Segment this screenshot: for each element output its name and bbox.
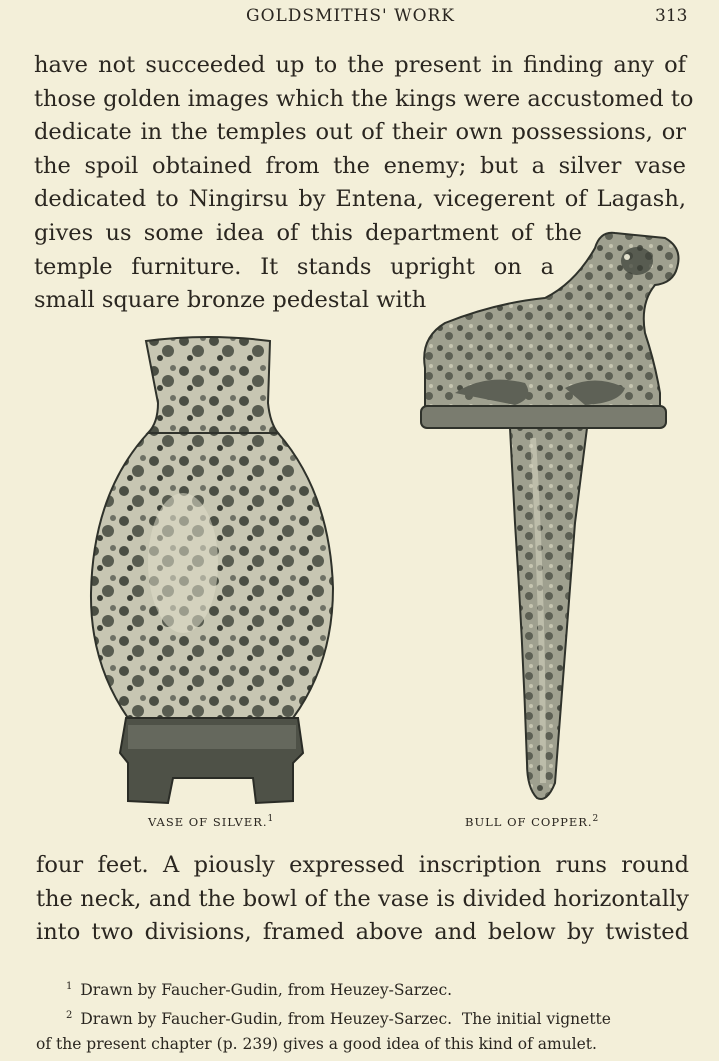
text-line: into two divisions, framed above and below by twisted [36, 919, 689, 945]
vase-caption [148, 814, 274, 829]
text-line: dedicate in the temples out of their own possessions, or [34, 119, 686, 145]
bull-figure [415, 223, 687, 808]
text-line: the spoil obtained from the enemy; but a silver vase [34, 152, 686, 179]
copper-bull-icon [415, 223, 687, 808]
text-line: small square bronze pedestal with [34, 287, 427, 313]
footnote-2 [36, 1003, 691, 1032]
text-line: those golden images which the kings were accustomed to [34, 85, 694, 112]
footnote-2-text: Drawn by Faucher-Gudin, from Heuzey-Sarzec. The initial vignette [80, 1010, 611, 1029]
page-header [0, 6, 719, 30]
footnote-1-text: Drawn by Faucher-Gudin, from Heuzey-Sarzec. [80, 981, 453, 1000]
text-line: have not succeeded up to the present in finding any of [34, 52, 686, 78]
footnote-1-mark: 1 [66, 981, 73, 992]
bull-footnote-ref: 2 [592, 814, 600, 824]
footnote-2-continued: of the present chapter (p. 239) gives a good idea of this kind of amulet. [36, 1035, 597, 1054]
vase-caption-text: VASE OF SILVER. [148, 814, 268, 829]
bull-caption [465, 814, 599, 829]
text-line: dedicated to Ningirsu by Entena, vicegerent of Lagash, [34, 186, 686, 212]
footnote-1 [36, 974, 691, 1003]
vase-figure [88, 333, 338, 808]
text-line: the neck, and the bowl of the vase is divided horizontally [36, 885, 689, 912]
body-paragraph-1 [34, 49, 694, 217]
text-line: four feet. A piously expressed inscription runs round [36, 852, 689, 878]
footnotes [36, 974, 691, 1057]
silver-vase-icon [88, 333, 338, 808]
footnote-2-mark: 2 [66, 1010, 73, 1022]
vase-footnote-ref: 1 [267, 814, 275, 824]
bull-caption-text: BULL OF COPPER. [465, 814, 593, 829]
body-paragraph-2 [36, 849, 689, 950]
page-number: 313 [655, 6, 688, 26]
text-line: gives us some idea of this department of the [34, 220, 582, 246]
text-line: temple furniture. It stands upright on a [34, 253, 554, 280]
running-head: GOLDSMITHS' WORK [246, 6, 456, 26]
